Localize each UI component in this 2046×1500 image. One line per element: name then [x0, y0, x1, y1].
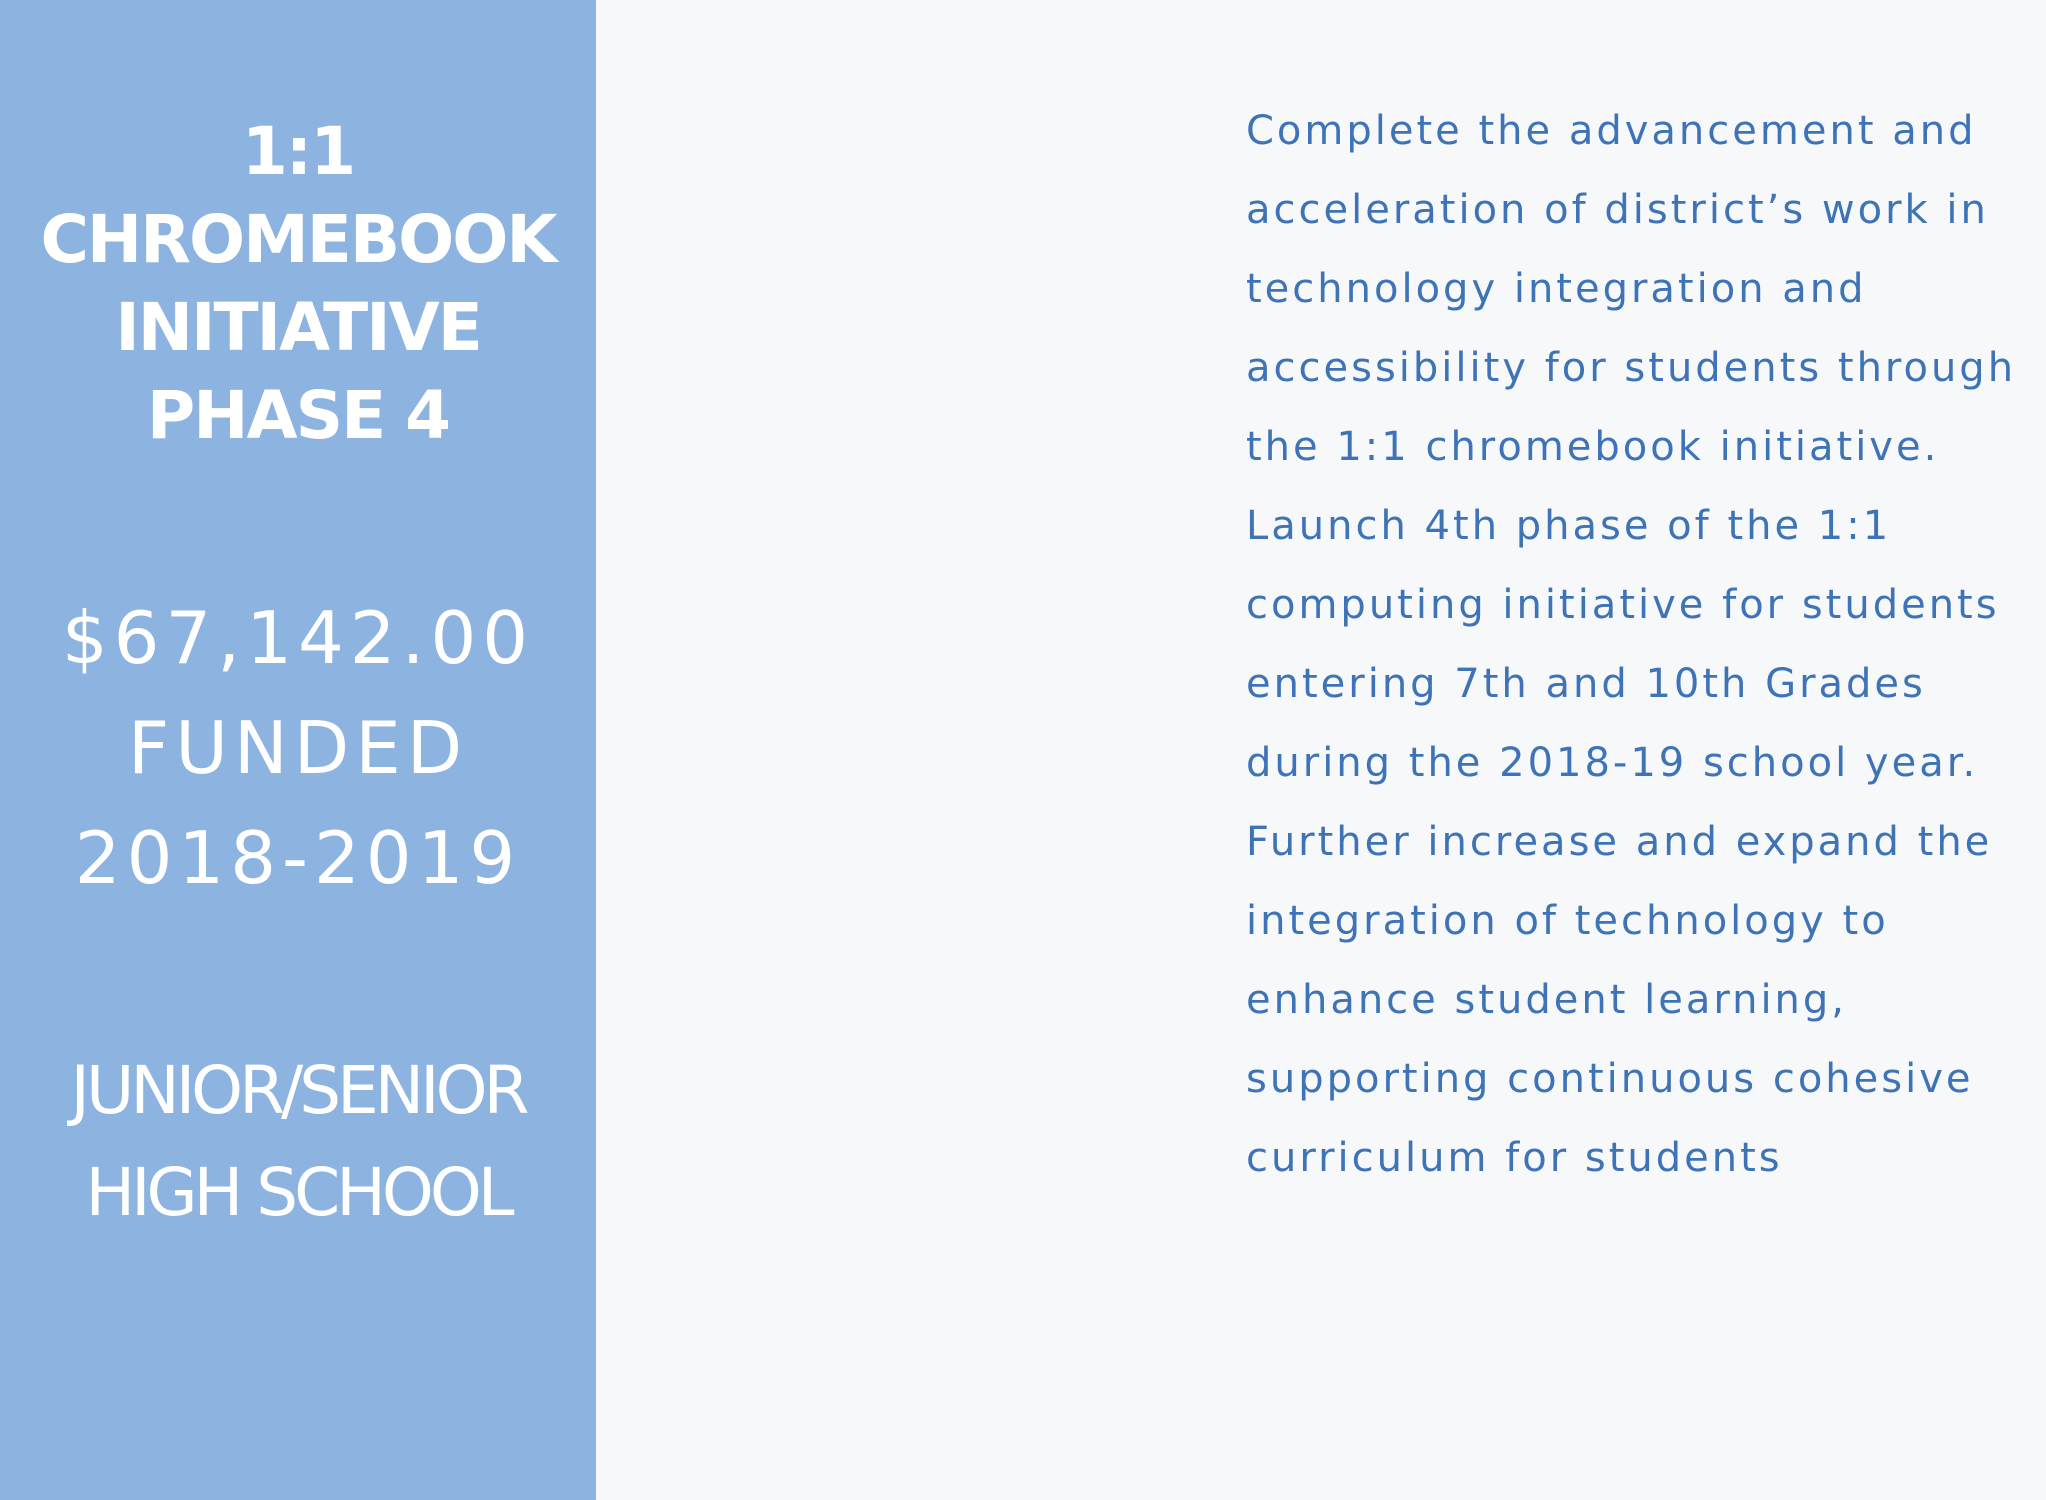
funding-years: 2018-2019: [74, 816, 522, 900]
project-title: [0, 108, 596, 460]
project-description: [1246, 92, 2046, 1198]
description-line: Further increase and expand the: [1246, 819, 1993, 865]
description-line: computing initiative for students: [1246, 582, 2000, 628]
description-line: technology integration and: [1246, 266, 1867, 312]
description-line: curriculum for students: [1246, 1135, 1783, 1181]
funding-amount: $67,142.00: [61, 596, 535, 680]
description-line: entering 7th and 10th Grades: [1246, 661, 1926, 707]
title-line-4: PHASE 4: [146, 377, 450, 454]
description-line: integration of technology to: [1246, 898, 1889, 944]
title-line-2: CHROMEBOOK: [40, 201, 556, 278]
school-line-2: HIGH SCHOOL: [85, 1154, 511, 1231]
description-line: supporting continuous cohesive: [1246, 1056, 1974, 1102]
right-panel: [596, 0, 2017, 1500]
funding-status: FUNDED: [127, 706, 469, 790]
description-line: acceleration of district’s work in: [1246, 187, 1989, 233]
title-line-3: INITIATIVE: [115, 289, 481, 366]
left-panel: [0, 0, 596, 1500]
description-line: the 1:1 chromebook initiative.: [1246, 424, 1940, 470]
description-line: during the 2018-19 school year.: [1246, 740, 1979, 786]
description-line: accessibility for students through: [1246, 345, 2017, 391]
description-line: enhance student learning,: [1246, 977, 1848, 1023]
school-name: [0, 1040, 596, 1244]
description-line: Complete the advancement and: [1246, 108, 1977, 154]
school-line-1: JUNIOR/SENIOR: [70, 1052, 526, 1129]
title-line-1: 1:1: [241, 113, 355, 190]
funding-block: [0, 583, 596, 913]
description-line: Launch 4th phase of the 1:1: [1246, 503, 1892, 549]
